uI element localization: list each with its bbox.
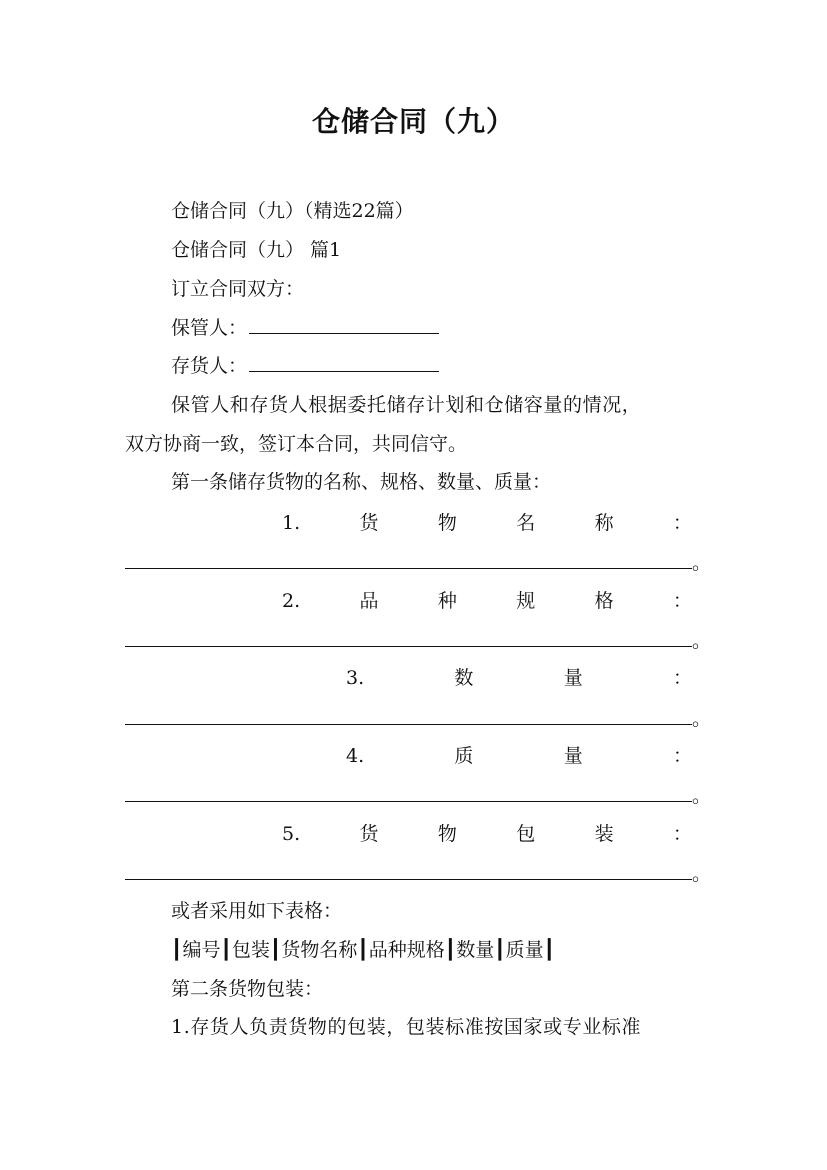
item-char: 货 (359, 512, 379, 534)
fill-in-blank (125, 646, 692, 647)
section-heading: 仓储合同（九） 篇1 (171, 239, 342, 261)
item-colon: ： (672, 590, 692, 612)
item-colon: ： (672, 667, 692, 689)
item-number: 3. (346, 667, 365, 689)
item-colon: ： (672, 823, 692, 845)
item-number: 4. (346, 745, 365, 767)
item-char: 称 (594, 512, 614, 534)
item-number: 5. (282, 823, 301, 845)
item-char: 规 (516, 590, 536, 612)
item-char: 质 (454, 745, 474, 767)
paragraph-line: 保管人和存货人根据委托储存计划和仓储容量的情况， (171, 394, 642, 416)
paragraph-line: 1.存货人负责货物的包装，包装标准按国家或专业标准 (171, 1016, 642, 1038)
article-1-heading: 第一条储存货物的名称、规格、数量、质量： (171, 471, 552, 493)
item-char: 量 (563, 667, 583, 689)
period-mark: 。 (692, 630, 712, 652)
fill-in-blank (125, 801, 692, 802)
item-row (282, 588, 692, 614)
item-row (282, 510, 692, 536)
period-mark: 。 (692, 785, 712, 807)
item-char: 名 (516, 512, 536, 534)
item-number: 1. (282, 512, 301, 534)
depositor-label: 存货人： (171, 355, 248, 377)
item-char: 物 (437, 512, 457, 534)
item-char: 包 (516, 823, 536, 845)
item-row (346, 743, 692, 769)
item-char: 物 (437, 823, 457, 845)
paragraph-line: 双方协商一致，签订本合同，共同信守。 (125, 433, 468, 455)
table-intro: 或者采用如下表格： (171, 900, 343, 922)
item-char: 数 (454, 667, 474, 689)
period-mark: 。 (692, 552, 712, 574)
item-char: 格 (594, 590, 614, 612)
article-2-heading: 第二条货物包装： (171, 978, 324, 1000)
item-char: 种 (437, 590, 457, 612)
fill-in-blank (125, 568, 692, 569)
item-char: 装 (594, 823, 614, 845)
item-row (282, 821, 692, 847)
period-mark: 。 (692, 863, 712, 885)
fill-in-blank (125, 879, 692, 880)
keeper-label: 保管人： (171, 317, 248, 339)
item-number: 2. (282, 590, 301, 612)
period-mark: 。 (692, 708, 712, 730)
document-title: 仓储合同（九） (311, 105, 515, 138)
parties-intro: 订立合同双方： (171, 278, 305, 300)
depositor-line (171, 353, 439, 379)
item-char: 品 (359, 590, 379, 612)
fill-in-blank (125, 724, 692, 725)
item-row (346, 665, 692, 691)
depositor-blank (249, 353, 439, 372)
document-subtitle: 仓储合同（九）（精选22篇） (171, 200, 414, 222)
keeper-line (171, 315, 439, 341)
item-colon: ： (672, 512, 692, 534)
item-char: 货 (359, 823, 379, 845)
keeper-blank (249, 315, 439, 334)
item-colon: ： (672, 745, 692, 767)
table-header-row: ┃编号┃包装┃货物名称┃品种规格┃数量┃质量┃ (171, 939, 556, 961)
item-char: 量 (563, 745, 583, 767)
